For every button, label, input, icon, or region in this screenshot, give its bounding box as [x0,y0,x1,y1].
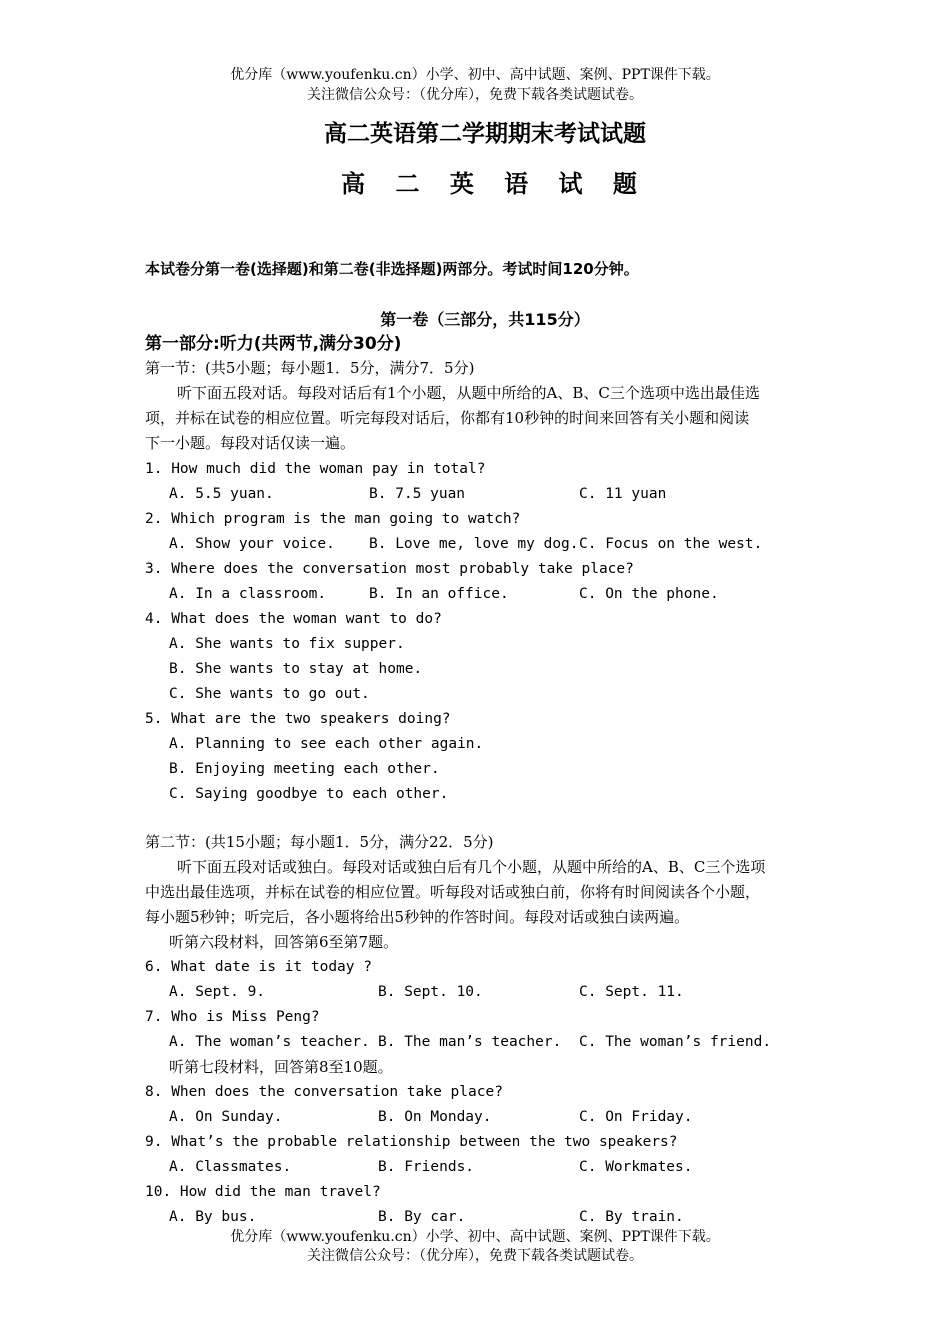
section2-instruction: 中选出最佳选项，并标在试卷的相应位置。听每段对话或独白前，你将有时间阅读各个小题， [145,883,761,901]
option-a: A. She wants to fix supper. [169,636,405,652]
section1-instruction: 项，并标在试卷的相应位置。听完每段对话后，你都有10秒钟的时间来回答有关小题和阅读 [145,409,750,427]
section2-instruction: 听下面五段对话或独白。每段对话或独白后有几个小题，从题中所给的A、B、C三个选项 [177,858,766,876]
exam-subtitle: 高 二 英 语 试 题 [341,169,637,198]
footer-line-2: 关注微信公众号：（优分库），免费下载各类试题试卷。 [307,1248,643,1264]
option-b: B. Friends. [378,1159,475,1175]
option-c: C. Sept. 11. [579,984,684,1000]
footer-line-1: 优分库（www.youfenku.cn）小学、初中、高中试题、案例、PPT课件下载。 [230,1229,720,1245]
section2-instruction: 每小题5秒钟；听完后，各小题将给出5秒钟的作答时间。每段对话或独白读两遍。 [145,908,690,926]
option-c: C. Focus on the west. [579,536,763,552]
option-c: C. She wants to go out. [169,686,370,702]
question-stem: 6. What date is it today ? [145,959,372,975]
exam-title: 高二英语第二学期期末考试试题 [324,120,646,147]
section2-title: 第二节：(共15小题；每小题1．5分，满分22．5分) [145,833,494,851]
option-a: A. In a classroom. [169,586,327,602]
option-b: B. Enjoying meeting each other. [169,761,440,777]
part1-title: 第一部分:听力(共两节,满分30分) [145,334,402,354]
option-b: B. On Monday. [378,1109,492,1125]
question-stem: 5. What are the two speakers doing? [145,711,451,727]
option-b: B. Love me, love my dog. [369,536,579,552]
option-a: A. The woman’s teacher. [169,1034,370,1050]
option-c: C. 11 yuan [579,486,667,502]
option-a: A. Sept. 9. [169,984,266,1000]
option-b: B. By car. [378,1209,466,1225]
option-b: B. Sept. 10. [378,984,483,1000]
header-line-2: 关注微信公众号：（优分库），免费下载各类试题试卷。 [307,87,643,103]
option-a: A. Show your voice. [169,536,335,552]
question-stem: 4. What does the woman want to do? [145,611,442,627]
question-stem: 2. Which program is the man going to watch? [145,511,521,527]
section1-instruction: 听下面五段对话。每段对话后有1个小题，从题中所给的A、B、C三个选项中选出最佳选 [177,384,760,402]
option-c: C. On Friday. [579,1109,693,1125]
question-stem: 3. Where does the conversation most probably take place? [145,561,634,577]
option-b: B. In an office. [369,586,509,602]
option-c: C. The woman’s friend. [579,1034,772,1050]
option-b: B. She wants to stay at home. [169,661,423,677]
option-c: C. Workmates. [579,1159,693,1175]
option-a: A. Classmates. [169,1159,292,1175]
volume1-title: 第一卷（三部分，共115分） [380,310,590,329]
question-stem: 8. When does the conversation take place? [145,1084,503,1100]
option-a: A. By bus. [169,1209,257,1225]
section1-title: 第一节：(共5小题；每小题1．5分，满分7．5分) [145,359,475,377]
option-a: A. 5.5 yuan. [169,486,274,502]
option-b: B. The man’s teacher. [378,1034,562,1050]
option-c: C. Saying goodbye to each other. [169,786,449,802]
material-note-6: 听第六段材料，回答第6至第7题。 [169,933,399,951]
exam-intro: 本试卷分第一卷(选择题)和第二卷(非选择题)两部分。考试时间120分钟。 [145,260,639,278]
question-stem: 7. Who is Miss Peng? [145,1009,320,1025]
question-stem: 10. How did the man travel? [145,1184,381,1200]
option-c: C. On the phone. [579,586,719,602]
option-b: B. 7.5 yuan [369,486,466,502]
option-c: C. By train. [579,1209,684,1225]
question-stem: 1. How much did the woman pay in total? [145,461,486,477]
option-a: A. Planning to see each other again. [169,736,484,752]
section1-instruction: 下一小题。每段对话仅读一遍。 [145,434,356,452]
material-note-7: 听第七段材料，回答第8至10题。 [169,1058,393,1076]
question-stem: 9. What’s the probable relationship between the two speakers? [145,1134,678,1150]
header-line-1: 优分库（www.youfenku.cn）小学、初中、高中试题、案例、PPT课件下载。 [230,67,720,83]
option-a: A. On Sunday. [169,1109,283,1125]
